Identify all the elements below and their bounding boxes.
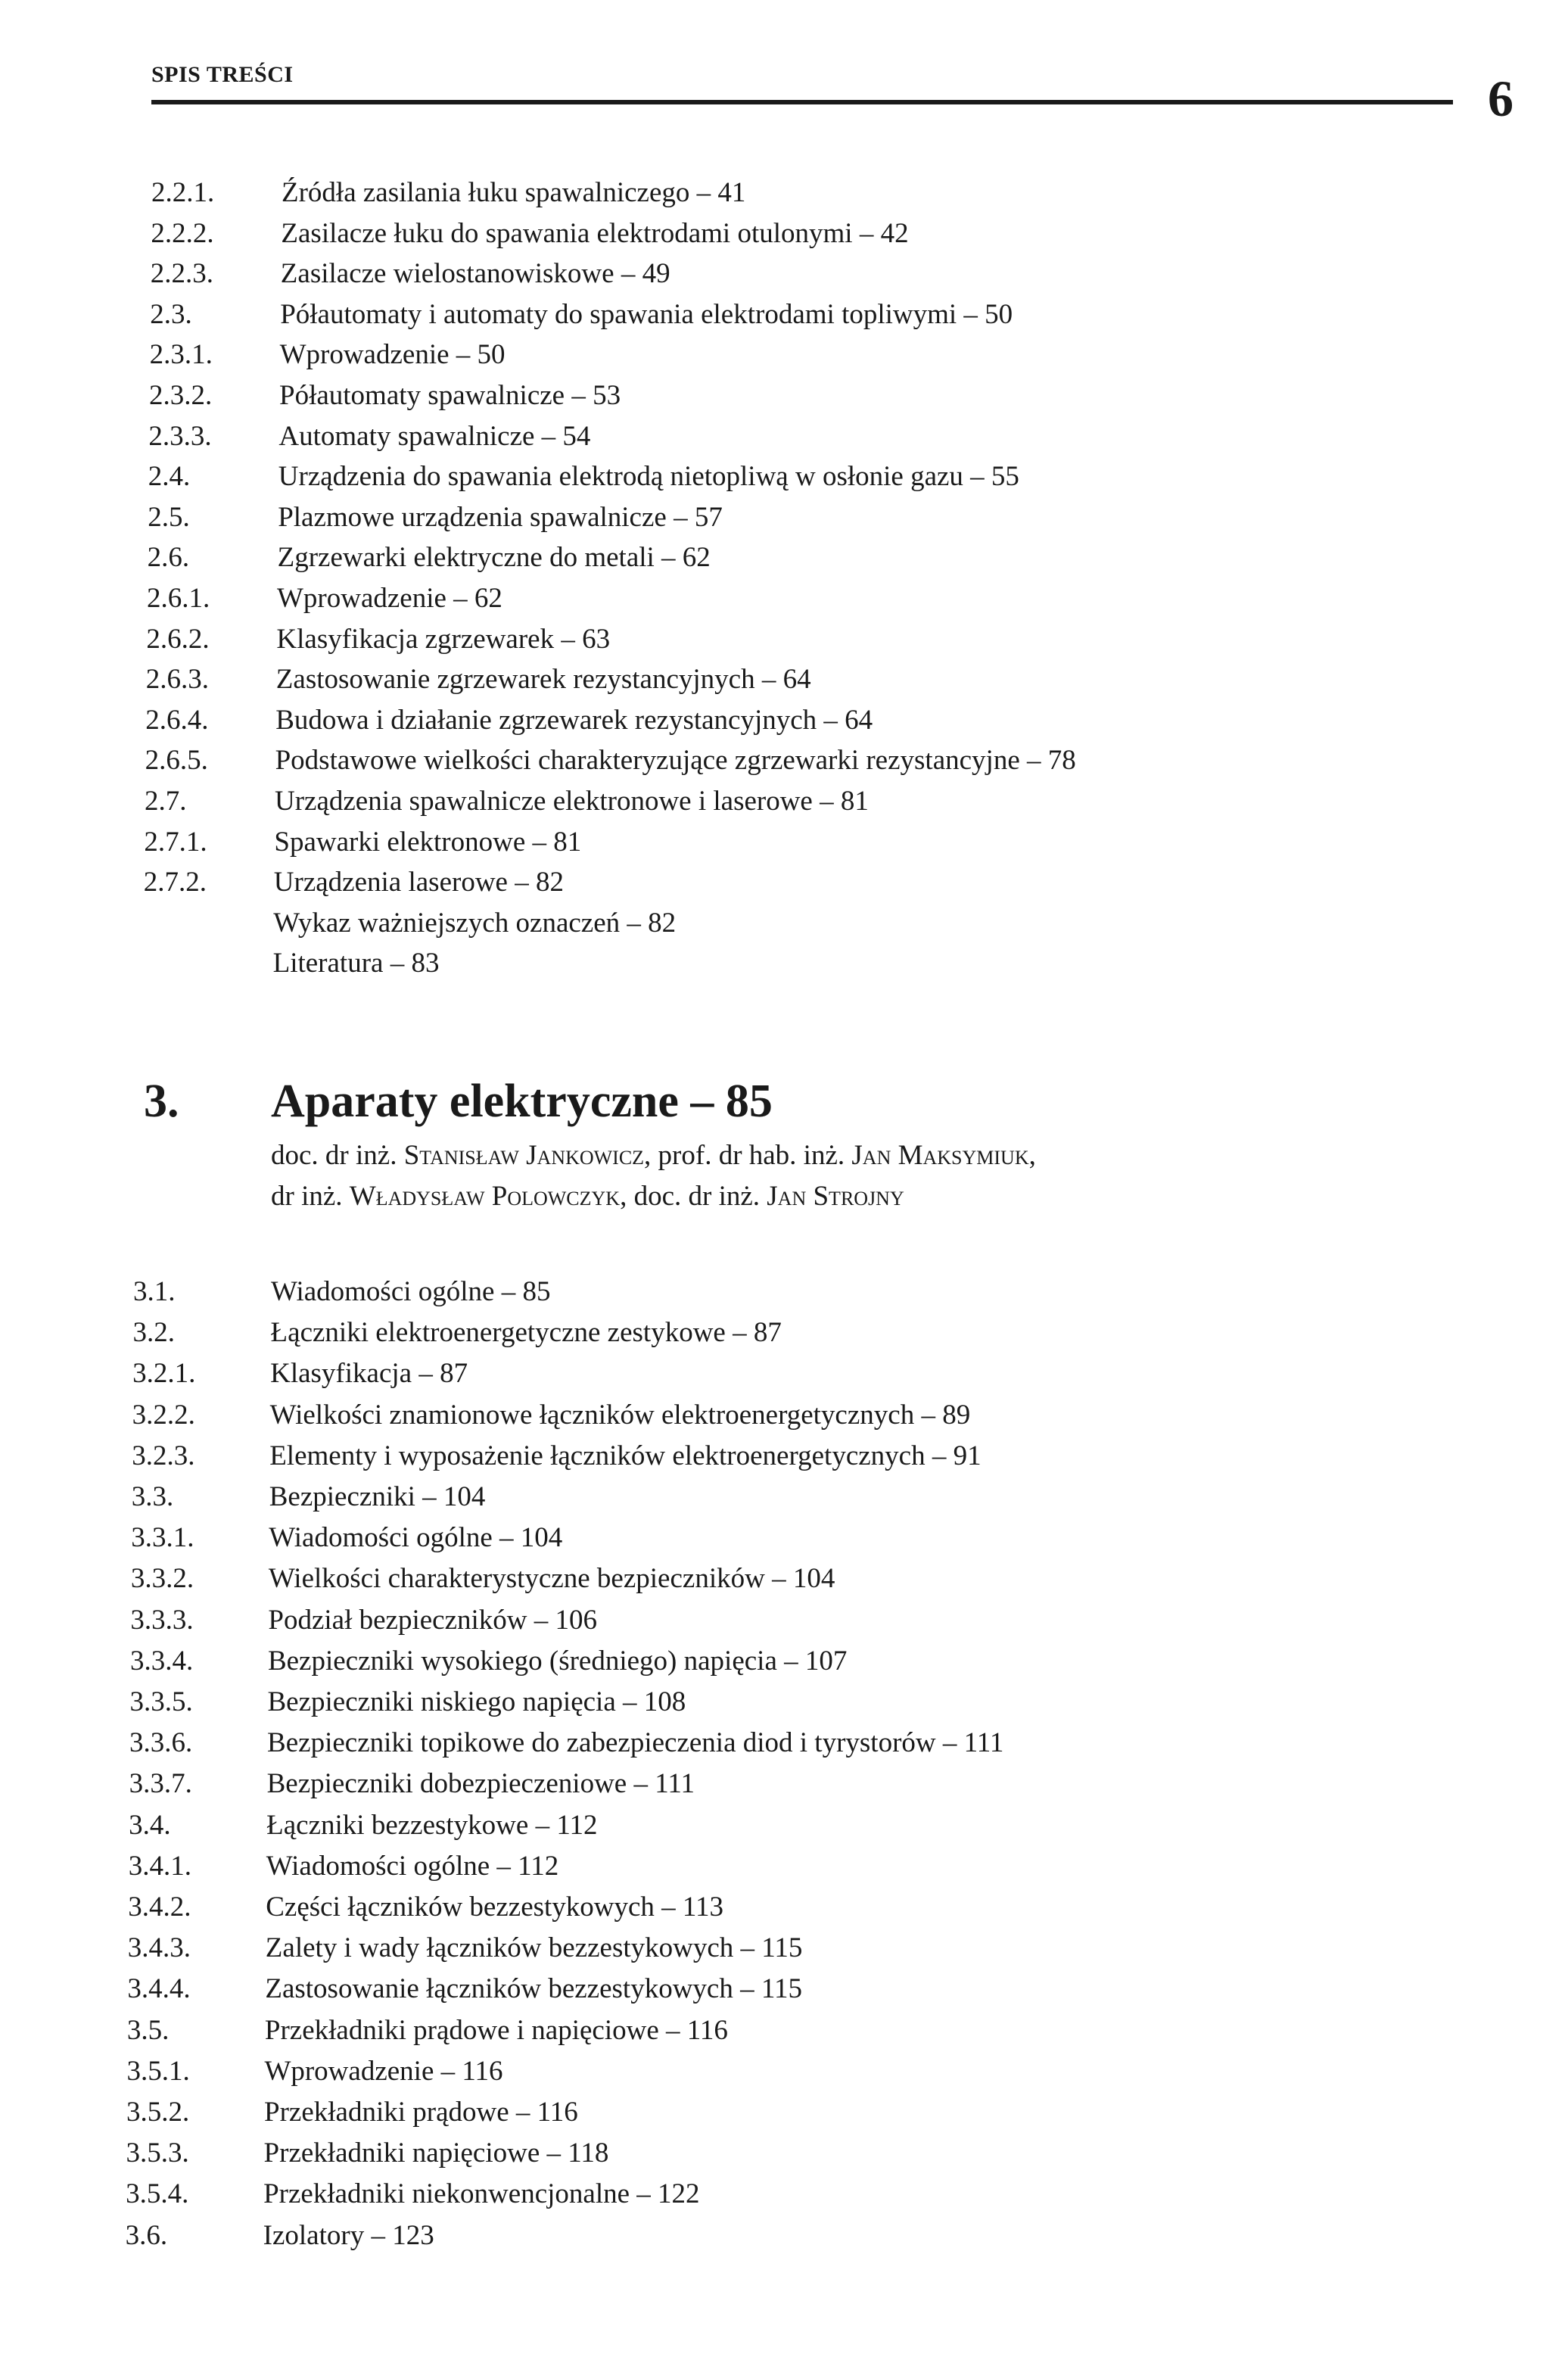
toc-entry-number: 2.6.4.: [145, 704, 209, 736]
author-2-prefix: prof. dr hab. inż.: [658, 1140, 845, 1171]
toc-entry: [128, 1928, 1414, 1969]
toc-entry-title: Podstawowe wielkości charakteryzujące zgrzewarki rezystancyjne – 78: [275, 745, 1076, 777]
toc-entry-title: Wiadomości ogólne – 85: [271, 1276, 551, 1307]
toc-entry: [129, 1805, 1415, 1846]
toc-entry-number: 3.2.3.: [132, 1440, 195, 1471]
toc-entry-title: Plazmowe urządzenia spawalnicze – 57: [278, 501, 723, 533]
toc-entry-title: Zalety i wady łączników bezzestykowych – 115: [265, 1932, 803, 1964]
toc-entry-title: Automaty spawalnicze – 54: [278, 420, 591, 452]
toc-entry: [126, 2133, 1413, 2174]
toc-entry-title: Półautomaty spawalnicze – 53: [279, 380, 621, 411]
toc-entry-number: 2.3.: [150, 298, 192, 330]
toc-entry-number: 2.6.1.: [147, 583, 210, 614]
toc-entry: [147, 578, 1433, 619]
toc-entry-number: 3.5.3.: [126, 2137, 189, 2169]
toc-entry: [130, 1682, 1417, 1723]
toc-entry-number: 3.3.6.: [129, 1727, 193, 1759]
toc-entry-title: Zastosowanie zgrzewarek rezystancyjnych – 64: [275, 664, 811, 696]
toc-entry: [146, 619, 1433, 660]
toc-entry-number: 2.6.3.: [145, 664, 210, 696]
toc-entry: [145, 781, 1431, 822]
toc-entry: [144, 822, 1430, 863]
toc-entry-title: Budowa i działanie zgrzewarek rezystancyjnych – 64: [275, 704, 873, 736]
author-1-prefix: doc. dr inż.: [271, 1140, 397, 1171]
toc-entry-number: 3.3.3.: [130, 1604, 194, 1636]
toc-entry: [151, 173, 1438, 213]
toc-entry-number: 3.2.2.: [132, 1399, 195, 1431]
toc-entry: [146, 659, 1433, 700]
toc-entry-title: Izolatory – 123: [263, 2219, 434, 2251]
toc-entry-number: 2.3.3.: [148, 420, 212, 452]
toc-entry-number: 3.3.2.: [130, 1563, 194, 1595]
toc-entry: [127, 1969, 1414, 2010]
author-1-name: Stanisław Jankowicz,: [403, 1140, 652, 1171]
toc-entry: [143, 903, 1430, 944]
toc-entry-number: 2.5.: [148, 501, 190, 533]
author-4-prefix: doc. dr inż.: [633, 1181, 761, 1212]
author-3-prefix: dr inż.: [271, 1181, 343, 1212]
toc-entry: [131, 1558, 1417, 1599]
toc-entry-title: Zastosowanie łączników bezzestykowych – 115: [265, 1973, 802, 2005]
toc-entry-number: 2.2.1.: [151, 177, 215, 208]
toc-entry: [129, 1723, 1416, 1764]
toc-entry: [133, 1312, 1420, 1353]
toc-entry-number: 2.3.2.: [149, 380, 213, 411]
toc-entry: [148, 416, 1435, 457]
toc-entry-number: 2.3.1.: [149, 339, 213, 371]
toc-entry: [132, 1395, 1419, 1436]
toc-entry: [150, 335, 1436, 375]
toc-entry-title: Podział bezpieczników – 106: [268, 1604, 598, 1636]
toc-entry-title: Źródła zasilania łuku spawalniczego – 41: [282, 177, 746, 208]
toc-entry-number: 3.3.: [131, 1481, 174, 1512]
toc-entry-title: Wiadomości ogólne – 104: [269, 1522, 563, 1554]
toc-entry-title: Zgrzewarki elektryczne do metali – 62: [277, 542, 711, 574]
toc-entry-title: Przekładniki prądowe i napięciowe – 116: [264, 2014, 728, 2046]
toc-entry: [148, 497, 1434, 538]
toc-entry-title: Wielkości znamionowe łączników elektroenergetycznych – 89: [269, 1399, 971, 1431]
toc-entry-title: Spawarki elektronowe – 81: [274, 826, 582, 858]
chapter-title: Aparaty elektryczne – 85: [271, 1076, 773, 1127]
toc-entry-title: Półautomaty i automaty do spawania elektrodami topliwymi – 50: [280, 298, 1013, 330]
toc-entry-title: Zasilacze wielostanowiskowe – 49: [280, 258, 670, 290]
toc-entry: [148, 537, 1434, 578]
toc-entry-title: Bezpieczniki niskiego napięcia – 108: [267, 1686, 686, 1717]
toc-entry-number: 3.4.2.: [128, 1892, 191, 1923]
toc-entry: [132, 1477, 1418, 1518]
toc-entry-title: Przekładniki napięciowe – 118: [263, 2137, 609, 2169]
toc-entry: [151, 254, 1437, 294]
author-3-name: Władysław Polowczyk,: [349, 1181, 627, 1212]
toc-entry: [131, 1518, 1417, 1558]
toc-entry-title: Łączniki bezzestykowe – 112: [266, 1809, 598, 1841]
toc-entry: [132, 1436, 1418, 1477]
page-header: [151, 54, 1514, 145]
toc-entry-title: Wielkości charakterystyczne bezpieczników – 104: [268, 1563, 835, 1595]
toc-entry-number: 3.4.1.: [128, 1850, 191, 1882]
toc-entry: [130, 1600, 1417, 1641]
toc-entry: [126, 2051, 1413, 2092]
toc-entry-title: Urządzenia laserowe – 82: [273, 867, 564, 898]
toc-entry-title: Wprowadzenie – 62: [277, 583, 502, 614]
toc-entry-number: 2.4.: [148, 461, 191, 493]
toc-entry-number: 2.2.2.: [151, 217, 214, 249]
toc-entry-number: 3.5.1.: [126, 2055, 190, 2087]
toc-entry-number: 3.3.5.: [129, 1686, 193, 1717]
toc-entry-number: 3.3.1.: [131, 1522, 194, 1554]
toc-entry: [130, 1641, 1417, 1682]
toc-entry-title: Elementy i wyposażenie łączników elektroenergetycznych – 91: [269, 1440, 982, 1471]
toc-entry: [129, 1764, 1416, 1804]
toc-entry: [126, 2092, 1413, 2133]
toc-entry-number: 3.4.: [129, 1809, 171, 1841]
toc-entry-number: 3.5.2.: [126, 2097, 190, 2128]
toc-entry-number: 3.2.: [132, 1317, 176, 1349]
toc-entry-number: 3.5.: [126, 2014, 170, 2046]
toc-entry-title: Zasilacze łuku do spawania elektrodami otulonymi – 42: [281, 217, 909, 249]
toc-entry-number: 2.6.2.: [146, 623, 210, 655]
toc-entry: [133, 1272, 1420, 1312]
toc-entry: [148, 456, 1435, 497]
toc-entry-number: 2.6.5.: [145, 745, 208, 777]
toc-entry-title: Części łączników bezzestykowych – 113: [266, 1892, 724, 1923]
toc-entry-title: Bezpieczniki – 104: [269, 1481, 486, 1512]
toc-entry: [126, 2215, 1412, 2256]
toc-entry: [150, 294, 1436, 335]
toc-entry-title: Przekładniki niekonwencjonalne – 122: [263, 2178, 700, 2210]
toc-entry: [127, 2010, 1414, 2051]
toc-entry: [144, 862, 1430, 903]
toc-entry-number: 2.7.1.: [144, 826, 207, 858]
page-number: 6: [1488, 70, 1514, 127]
toc-entry: [128, 1887, 1414, 1928]
toc-entry-number: 3.5.4.: [126, 2178, 189, 2210]
chapter-number: 3.: [144, 1076, 179, 1127]
toc-entry-title: Łączniki elektroenergetyczne zestykowe – 87: [270, 1317, 782, 1349]
author-2-name: Jan Maksymiuk,: [851, 1140, 1036, 1171]
header-rule: [151, 100, 1453, 104]
toc-entry-title: Bezpieczniki topikowe do zabezpieczenia diod i tyrystorów – 111: [267, 1727, 1004, 1759]
toc-entry-title: Wprowadzenie – 116: [264, 2055, 503, 2087]
toc-entry: [132, 1353, 1419, 1394]
toc-entry-title: Przekładniki prądowe – 116: [264, 2097, 578, 2128]
toc-entry-number: 2.7.: [145, 786, 187, 817]
toc-entry: [145, 700, 1432, 741]
toc-entry-title: Wiadomości ogólne – 112: [266, 1850, 559, 1882]
toc-entry-title: Literatura – 83: [272, 948, 440, 979]
toc-entry-number: 3.3.7.: [129, 1768, 192, 1800]
toc-entry-number: 3.2.1.: [132, 1358, 196, 1390]
toc-entry-number: 3.4.3.: [127, 1932, 191, 1964]
authors-line-1: [271, 1135, 1482, 1176]
toc-entry: [149, 375, 1436, 416]
chapter-heading: [144, 1063, 1506, 1139]
toc-entry-number: 3.4.4.: [127, 1973, 191, 2005]
toc-entry-title: Bezpieczniki dobezpieczeniowe – 111: [266, 1768, 695, 1800]
toc-entry: [151, 213, 1437, 254]
toc-entry-title: Urządzenia spawalnicze elektronowe i laserowe – 81: [275, 786, 869, 817]
toc-entry: [126, 2174, 1412, 2215]
toc-entry-number: 3.1.: [133, 1276, 176, 1307]
running-title: SPIS TREŚCI: [151, 62, 294, 87]
toc-entry: [143, 943, 1430, 984]
toc-entry-number: 3.3.4.: [129, 1645, 194, 1677]
toc-entry-title: Bezpieczniki wysokiego (średniego) napięcia – 107: [267, 1645, 848, 1677]
toc-entry-number: 2.2.3.: [150, 258, 214, 290]
toc-entry-number: 2.6.: [147, 542, 190, 574]
toc-entry-title: Urządzenia do spawania elektrodą nietopliwą w osłonie gazu – 55: [278, 461, 1019, 493]
authors-line-2: [271, 1176, 1482, 1217]
toc-entry-title: Klasyfikacja zgrzewarek – 63: [276, 623, 611, 655]
toc-entry-title: Wykaz ważniejszych oznaczeń – 82: [273, 907, 677, 939]
chapter-authors: [271, 1135, 1482, 1217]
toc-entry-number: 3.6.: [125, 2219, 168, 2251]
toc-entry-title: Klasyfikacja – 87: [270, 1358, 468, 1390]
author-4-name: Jan Strojny: [767, 1181, 904, 1212]
toc-entry-title: Wprowadzenie – 50: [279, 339, 506, 371]
toc-entry: [129, 1846, 1415, 1887]
toc-entry: [145, 740, 1432, 781]
toc-entry-number: 2.7.2.: [143, 867, 207, 898]
